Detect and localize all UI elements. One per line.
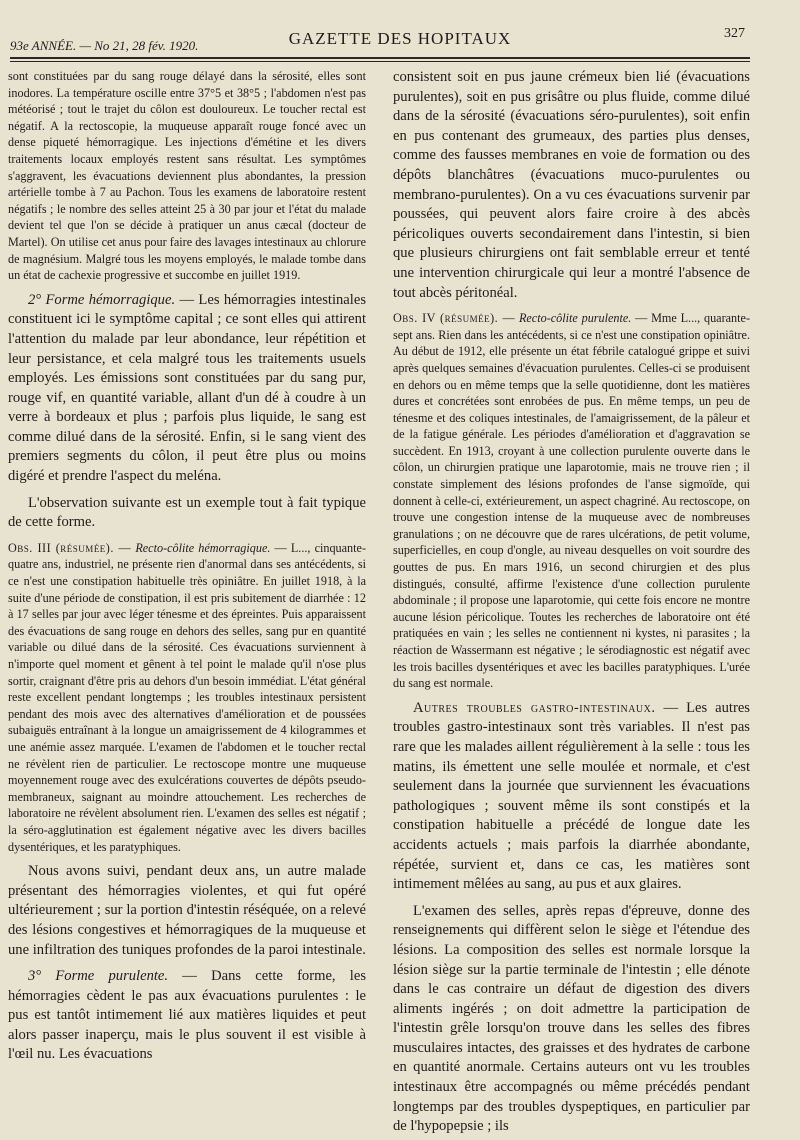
observation <box>393 310 750 692</box>
paragraph <box>8 291 366 487</box>
observation-title: Recto-côlite purulente. <box>518 311 632 326</box>
paragraph-text: — Dans cette forme, les hémorragies cèdent le pas aux évacuations purulentes : le pus est tantôt intimement lié aux matières liquides et peut alors passer inaperçu, mais le plus souvent il est visible à l'œil nu. Les évacuations <box>8 968 366 1063</box>
journal-title: GAZETTE DES HOPITAUX <box>288 29 512 48</box>
header-rule-thin <box>10 61 750 62</box>
paragraph: L'examen des selles, après repas d'épreuve, donne des renseignements qui diffèrent selon le siège et l'étendue des lésions. La composition des selles est normale lorsque la lésion siège sur la partie terminale de l'intestin ; elle dénote dans le cas contraire un défaut de digestion des divers aliments ingérés ; on doit admettre la participation de l'intestin grêle lorsqu'on trouve dans les selles des fibres musculaires intactes, des graisses et des hydrates de carbone en quantité anormale. Certains auteurs ont vu les troubles intestinaux être accompagnés ou même précédés pendant longtemps par des troubles dyspeptiques, en particulier par de l'hypopepsie ; ils <box>393 902 750 1133</box>
paragraph-text: — Les autres troubles gastro-intestinaux sont très variables. Il n'est pas rare que les malades aillent régulièrement à la selle : tous les matins, ils émettent une selle moulée et normale, et c'est seulement dans la journée que surviennent les évacuations pathologiques ; souvent même ils sont constipés et la constipation habituelle a précédé de longue date les accidents actuels ; mais parfois la diarrhée abondante, répétée, survient et, dans ce cas, les matières sont intimement mêlées au sang, au pus et aux glaires. <box>393 699 750 893</box>
observation-label: Obs. III (résumée). — <box>8 540 132 555</box>
header-rule <box>10 57 750 59</box>
paragraph: L'observation suivante est un exemple tout à fait typique de cette forme. <box>8 494 366 531</box>
issue-info: 93e ANNÉE. — No 21, 28 fév. 1920. <box>10 38 199 53</box>
running-header <box>0 26 800 54</box>
paragraph: consistent soit en pus jaune crémeux bien lié (évacuations purulentes), soit en pus grisâtre ou plus fluide, comme dilué dans de la sérosité (évacuations séro-purulentes), soit enfin en pus contenant des grumeaux, des parties plus denses, comme des fausses membranes en voie de formation ou des dépôts blanchâtres (évacuations muco-purulentes ou membrano-purulentes). On a vu ces évacuations survenir par poussées, qui peuvent alors faire croire à des abcès péricoliques ouverts secondairement dans l'intestin, si bien que plusieurs chirurgiens ont fait semblable erreur et tenté une intervention chirurgicale qui leur a montré l'absence de tout abcès péritonéal. <box>393 69 750 301</box>
paragraph: Nous avons suivi, pendant deux ans, un autre malade présentant des hémorragies violentes, et qui fut opéré ultérieurement ; sur la portion d'intestin réséquée, on a relevé des lésions congestives et hémorragiques de la muqueuse et une infiltration des tuniques profondes de la paroi intestinale. <box>8 863 366 958</box>
section-heading: 2° Forme hémorragique. <box>28 291 176 308</box>
observation-label: Obs. IV (résumée). — <box>393 311 516 326</box>
right-column <box>393 68 750 1133</box>
section-heading: Autres troubles gastro-intestinaux. <box>413 699 656 716</box>
page-number: 327 <box>724 26 745 41</box>
observation-title: Recto-côlite hémorragique. <box>135 540 271 555</box>
paragraph: sont constituées par du sang rouge délayé dans la sérosité, elles sont inodores. La température oscille entre 37°5 et 38°5 ; l'abdomen n'est pas météorisé ; tout le trajet du côlon est douloureux. Le toucher rectal est négatif. A la rectoscopie, la muqueuse apparaît rouge foncé avec un dense piqueté hémorragique. Les injections d'émétine et les divers traitements locaux employés restent sans résultat. Les symptômes s'aggravent, les évacuations deviennent plus abondantes, la pression artérielle tombe à 7 au Pachon. Tous les examens de laboratoire restent négatifs ; le nombre des selles atteint 25 à 30 par jour et l'état du malade devient tel que l'on se décide à pratiquer un anus cæcal (docteur de Martel). On utilise cet anus pour faire des lavages intestinaux au chlorure de magnésium. Malgré tous les moyens employés, le malade tombe dans un état de cachexie progressive et succombe en juillet 1919. <box>8 69 366 283</box>
observation <box>8 540 366 855</box>
observation-text: — L..., cinquante-quatre ans, industriel, ne présente rien d'anormal dans ses antécédents, si ce n'est une constipation habituelle très opiniâtre. En juillet 1918, à la suite d'une période de constipation, il est pris subitement de diarrhée : 12 à 17 selles par jour avec léger ténesme et des épreintes. Puis apparaissent des évacuations de sang rouge en dehors des selles, sang pur en quantité variable ou dilué dans de la sérosité. Ces évacuations surviennent à n'importe quel moment et gênent à tel point le malade qu'il n'ose plus sortir, craignant d'être pris au dehors d'un besoin immédiat. L'état général reste excellent pendant longtemps ; les troubles intestinaux persistent pendant des mois avec des alternatives d'amélioration et de poussées subaiguës entraînant à la longue un amaigrissement de 4 kilogrammes et une anémie assez marquée. L'examen de l'abdomen et le toucher rectal ne révèlent rien de particulier. Le rectoscope montre une muqueuse moyennement rouge avec des exulcérations couvertes de dépôts pseudo-membraneux, saignant au moindre attouchement. Les recherches de laboratoire ne révèlent absolument rien. L'examen des selles est négatif ; la séro-agglutination est également négative avec les divers bacilles dysentériques, et les paratyphiques. <box>8 540 366 854</box>
paragraph-text: — Les hémorragies intestinales constituent ici le symptôme capital ; ce sont elles qui attirent l'attention du malade par leur abondance, leur répétition et leur persistance, et cela malgré tous les traitements usuels employés. Les émissions sont constituées par du sang pur, rouge vif, en quantité variable, allant d'un dé à coudre à un verre à bordeaux et plus ; parfois plus liquide, le sang est comme dilué dans de la sérosité. Enfin, si le sang vient des premiers segments du côlon, il peut être plus ou moins digéré et prendre l'aspect du meléna. <box>8 291 366 485</box>
observation-text: — Mme L..., quarante-sept ans. Rien dans les antécédents, si ce n'est une constipation opiniâtre. Au début de 1912, elle présente un état fébrile catalogué grippe et suivi après quelques semaines d'évacuation purulentes. Celles-ci se produisent en dehors ou en même temps que la selle quotidienne, dont les matières dures et concrétées sont enrobées de pus. En même temps, un peu de ténesme et des coliques intestinales, de l'amaigrissement, de la pâleur et de la fatigue générale. Les périodes d'amélioration et d'aggravation se succèdent. En 1913, croyant à une collection purulente ouverte dans le côlon, un chirurgien pratique une laparotomie, mais ne trouve rien ; il constate simplement des lésions profondes de l'anse sigmoïde, qui donnent à celle-ci, extérieurement, un aspect chagriné. Au rectoscope, on trouve une congestion intense de la muqueuse avec de nombreuses granulations ; on ne découvre que de rares ulcérations, de petit volume, superficielles, en coup d'ongle, au niveau desquelles on voit sourdre des gouttes de pus. En mars 1916, un second chirurgien et des plus distingués, consulté, affirme l'existence d'une collection purulente abdominale ; il propose une laparotomie, qui cette fois encore ne montre aucune lésion péricolique. Toutes les recherches de laboratoire ont été pratiquées en vain ; les selles ne contiennent ni kystes, ni parasites ; la réaction de Wassermann est négative ; le sérodiagnostic est négatif avec les trois bacilles dysentériques et avec les bacilles paratyphiques. L'urée du sang est normale. <box>393 311 750 691</box>
paragraph <box>393 699 750 895</box>
paragraph <box>8 967 366 1065</box>
left-column <box>8 68 366 1133</box>
section-heading: 3° Forme purulente. <box>28 968 169 985</box>
